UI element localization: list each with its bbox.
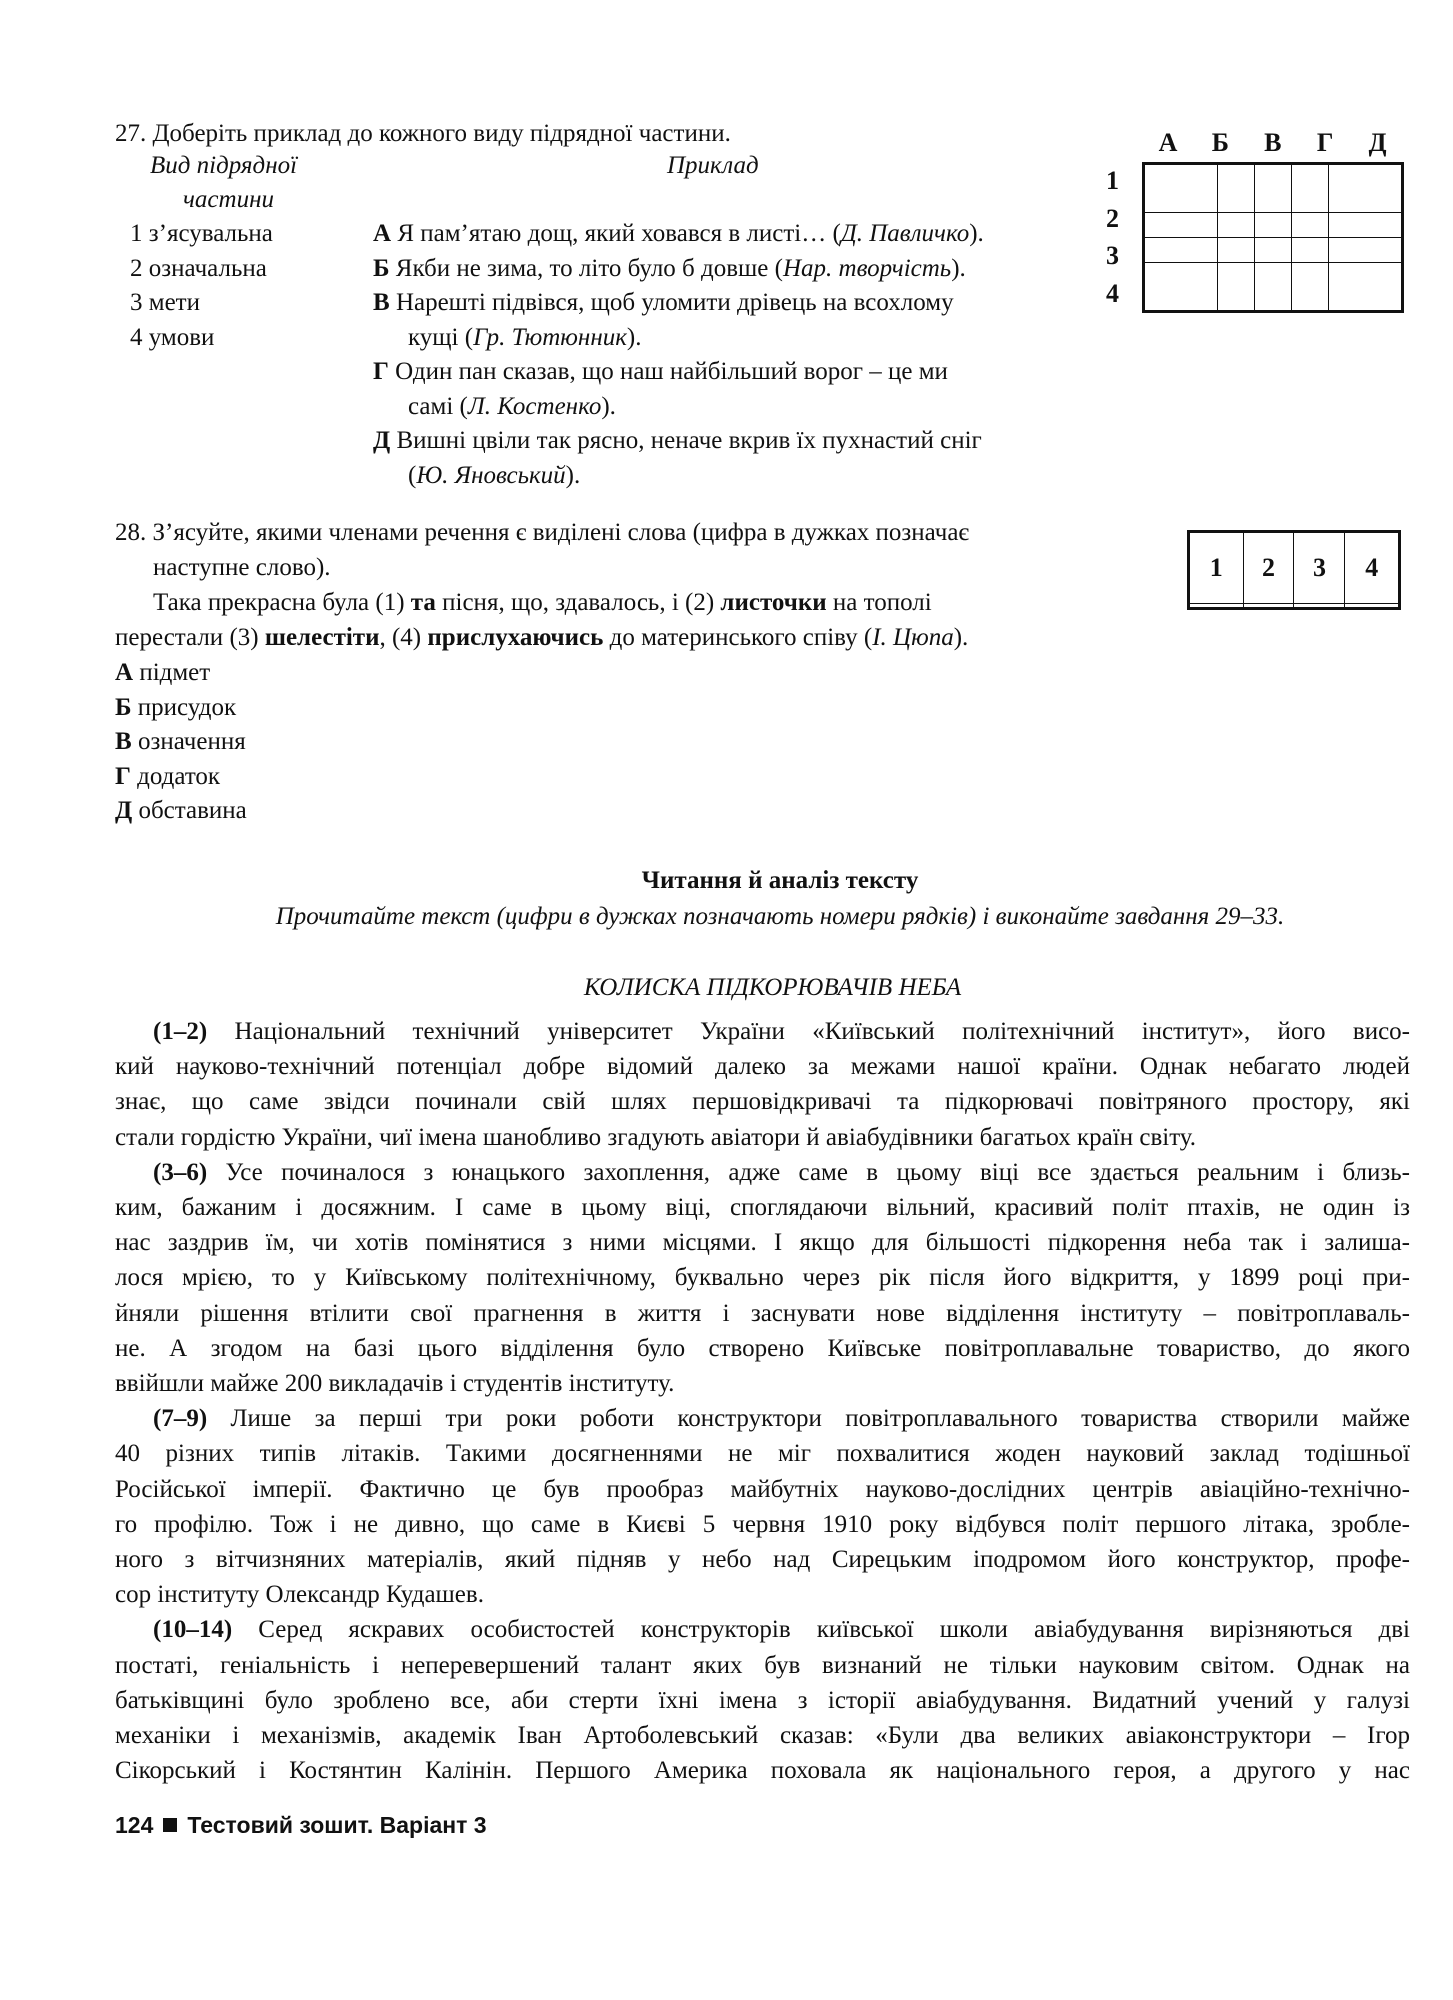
line-text: знає, що саме звідси починали свій шлях першовідкривачі та підкорювачі повітряного простору, які	[115, 1088, 1410, 1116]
text-line	[115, 1753, 1410, 1788]
example-letter: Д	[373, 427, 391, 454]
line-text: йняли рішення втілити свої прагнення в життя і заснувати нове відділення інституту – повітроплаваль-	[115, 1299, 1410, 1327]
line-text: нас заздрив їм, чи хотів помінятися з ними місцями. І якщо для більшості підкорення неба так і залиша-	[115, 1229, 1410, 1257]
answer-cell[interactable]	[1255, 164, 1292, 213]
example-item-cont	[408, 393, 616, 421]
example-letter: А	[373, 220, 392, 247]
text-line	[115, 1648, 1410, 1683]
highlight-word-4: прислухаючись	[427, 624, 604, 651]
q28-title-cont: наступне слово).	[153, 554, 331, 581]
text-line	[115, 1296, 1410, 1331]
page-number: 124	[115, 1812, 154, 1838]
option-letter: Б	[115, 693, 132, 721]
footer-title: Тестовий зошит. Варіант 3	[187, 1812, 487, 1838]
text-line	[115, 1507, 1410, 1542]
example-item	[373, 220, 984, 248]
example-text: Якби не зима, то літо було б довше (	[395, 254, 783, 282]
answer-cell[interactable]	[1292, 164, 1329, 213]
subordinate-type: 2 означальна	[130, 254, 267, 282]
option-letter: А	[115, 659, 134, 686]
text-line	[115, 1190, 1410, 1225]
option-text: обставина	[138, 797, 247, 824]
text-line	[115, 1683, 1410, 1718]
example-letter: В	[373, 289, 390, 316]
answer-cell[interactable]	[1218, 213, 1255, 238]
option-text: підмет	[139, 659, 211, 686]
answer-option	[115, 763, 220, 791]
answer-option	[115, 659, 210, 687]
answer-cell[interactable]	[1329, 213, 1403, 238]
example-text: ).	[626, 323, 642, 351]
grid-column-header: 1	[1189, 532, 1244, 604]
square-bullet-icon	[163, 1818, 177, 1832]
text-line	[115, 1331, 1410, 1366]
answer-cell[interactable]	[1329, 164, 1403, 213]
text: перестали (3)	[115, 624, 265, 651]
answer-cell[interactable]	[1144, 237, 1218, 262]
text: на тополі	[826, 589, 932, 616]
line-text: Лише за перші три роки роботи конструктори повітроплавального товариства створили майже	[230, 1405, 1411, 1433]
subordinate-type: 4 умови	[130, 323, 215, 351]
grid-column-header: 3	[1294, 532, 1345, 604]
highlight-word-1: та	[410, 589, 436, 616]
answer-cell[interactable]	[1218, 237, 1255, 262]
text-line	[115, 1084, 1410, 1119]
line-text: Національний технічний університет України «Київський політехнічний інститут», його висо-	[234, 1018, 1411, 1045]
text: ).	[953, 624, 969, 651]
grid-column-header: 4	[1345, 532, 1400, 604]
q28-sentence-line-2	[115, 624, 968, 652]
example-item	[373, 255, 966, 283]
line-number-label: (10–14)	[153, 1616, 233, 1644]
text-line	[153, 1612, 1410, 1647]
answer-option	[115, 694, 236, 722]
example-author: Нар. творчість	[782, 254, 952, 282]
example-text: Вишні цвіли так рясно, неначе вкрив їх пухнастий сніг	[396, 427, 982, 454]
line-text: Російської імперії. Фактично це був прообраз майбутніх науково-дослідних центрів авіаційно-технічно-	[115, 1475, 1410, 1503]
answer-cell[interactable]	[1345, 604, 1400, 609]
example-item-cont	[408, 462, 580, 490]
section-heading: Читання й аналіз тексту	[641, 867, 919, 894]
q28-title: 28. З’ясуйте, якими членами речення є виділені слова (цифра в дужках позначає	[115, 519, 970, 546]
grid-row-header: 1	[1106, 166, 1119, 195]
option-letter: Д	[115, 797, 133, 824]
highlight-word-2: листочки	[720, 589, 827, 616]
q27-title: 27. Доберіть приклад до кожного виду підрядної частини.	[115, 120, 731, 147]
example-letter: Г	[373, 358, 389, 385]
example-text: Я пам’ятаю дощ, який ховався в листі… (	[397, 220, 841, 247]
example-text: самі (	[408, 392, 468, 420]
line-text: батьківщині було зроблено все, аби стерти їхні імена з історії авіабудування. Видатний учений у галузі	[115, 1686, 1410, 1714]
example-author: Л. Костенко	[467, 392, 602, 420]
q27-col-example: Приклад	[667, 152, 759, 179]
page-footer	[115, 1812, 487, 1839]
text-line	[153, 1401, 1410, 1436]
text-line	[115, 1120, 1410, 1155]
line-text: Серед яскравих особистостей конструкторів київської школи авіабудування вирізняються дві	[258, 1616, 1411, 1644]
text-line	[115, 1225, 1410, 1260]
answer-option	[115, 728, 246, 756]
text-line	[115, 1472, 1410, 1507]
answer-cell[interactable]	[1255, 262, 1292, 311]
text: до материнського співу (	[603, 624, 873, 651]
line-number-label: (1–2)	[153, 1018, 208, 1045]
q27-col-type: Вид підрядної	[150, 152, 298, 179]
text-line	[115, 1260, 1410, 1295]
example-text: ).	[565, 461, 581, 489]
line-text: Сікорський і Костянтин Калінін. Першого Америка поховала як національного героя, а другого у нас	[115, 1757, 1410, 1785]
line-text: ким, бажаним і досяжним. І саме в цьому віці, споглядаючи вільний, красивий політ птахів, не один із	[115, 1194, 1410, 1221]
example-author: Гр. Тютюнник	[473, 323, 627, 351]
answer-option	[115, 797, 247, 825]
answer-cell[interactable]	[1255, 237, 1292, 262]
text-title: КОЛИСКА ПІДКОРЮВАЧІВ НЕБА	[583, 974, 962, 1001]
option-letter: Г	[115, 762, 131, 790]
line-text: постаті, геніальність і неперевершений талант яких був визнаний не тільки науковим світом. Однак на	[115, 1651, 1410, 1679]
text: , (4)	[379, 624, 428, 651]
answer-cell[interactable]	[1243, 604, 1294, 609]
answer-cell[interactable]	[1292, 213, 1329, 238]
subordinate-type: 3 мети	[130, 289, 200, 316]
example-author: Ю. Яновський	[416, 461, 566, 489]
grid-row-header: 4	[1106, 278, 1119, 308]
option-letter: В	[115, 728, 132, 755]
example-text: ).	[951, 254, 966, 282]
line-text: го профілю. Тож і не дивно, що саме в Києві 5 червня 1910 року відбувся політ першого літака, зробле-	[115, 1510, 1410, 1538]
example-item	[373, 427, 982, 455]
text-line	[115, 1577, 1410, 1612]
answer-grid-q28	[1187, 530, 1401, 610]
grid-row-header: 3	[1106, 241, 1119, 270]
line-text: не. А згодом на базі цього відділення було створено Київське повітроплавальне товариство, до якого	[115, 1334, 1410, 1362]
answer-cell[interactable]	[1144, 262, 1218, 311]
answer-cell[interactable]	[1292, 262, 1329, 311]
example-text: (	[408, 461, 417, 489]
grid-column-header: 2	[1243, 532, 1294, 604]
example-item	[373, 358, 948, 386]
text-line	[115, 1436, 1410, 1471]
answer-cell[interactable]	[1144, 213, 1218, 238]
line-text: ввійшли майже 200 викладачів і студентів інституту.	[115, 1370, 675, 1397]
text-line	[115, 1542, 1410, 1577]
text-line	[115, 1718, 1410, 1753]
answer-cell[interactable]	[1218, 262, 1255, 311]
line-text: сор інституту Олександр Кудашев.	[115, 1581, 484, 1609]
text-line	[115, 1049, 1410, 1084]
answer-cell[interactable]	[1292, 237, 1329, 262]
line-text: кий науково-технічний потенціал добре відомий далеко за межами нашої країни. Однак небагато людей	[115, 1053, 1410, 1081]
grid-column-header: Д	[1368, 128, 1387, 157]
text: пісня, що, здавалось, і (2)	[435, 589, 721, 616]
q27-col-type-cont: частини	[183, 186, 274, 213]
example-letter: Б	[373, 254, 390, 282]
option-text: означення	[137, 728, 246, 755]
option-text: додаток	[137, 762, 221, 790]
line-text: Усе починалося з юнацького захоплення, адже саме в цьому віці все здається реальним і близь-	[225, 1158, 1410, 1186]
example-text: кущі (	[408, 323, 474, 351]
answer-cell[interactable]	[1255, 213, 1292, 238]
text-line	[153, 1155, 1410, 1190]
line-number-label: (7–9)	[153, 1405, 208, 1433]
highlight-word-3: шелестіти	[264, 624, 380, 651]
section-instruction: Прочитайте текст (цифри в дужках позначають номери рядків) і виконайте завдання 29–33.	[275, 903, 1285, 930]
option-text: присудок	[137, 693, 237, 721]
answer-cell[interactable]	[1189, 604, 1244, 609]
q28-sentence-line-1	[153, 589, 932, 617]
line-text: стали гордістю України, чиї імена шанобливо згадують авіатори й авіабудівники багатьох країн світу.	[115, 1123, 1197, 1151]
text: Така прекрасна була (1)	[153, 589, 411, 616]
grid-column-header: Б	[1211, 128, 1229, 157]
example-text: ).	[969, 220, 984, 247]
example-item	[373, 289, 954, 317]
grid-column-header: В	[1264, 128, 1282, 157]
line-text: ного з вітчизняних матеріалів, який підняв у небо над Сирецьким іподромом його конструктор, профе-	[115, 1546, 1410, 1573]
line-text: механіки і механізмів, академік Іван Артоболевський сказав: «Були два великих авіаконструктори – Ігор	[115, 1722, 1410, 1749]
line-number-label: (3–6)	[153, 1158, 208, 1186]
text-line	[153, 1014, 1410, 1049]
answer-cell[interactable]	[1144, 164, 1218, 213]
author: І. Цюпа	[872, 624, 954, 651]
line-text: 40 різних типів літаків. Такими досягненнями не міг похвалитися жоден науковий заклад тодішньої	[115, 1440, 1410, 1468]
answer-grid-q27	[1142, 162, 1404, 313]
subordinate-type: 1 з’ясувальна	[130, 220, 273, 247]
answer-cell[interactable]	[1218, 164, 1255, 213]
example-text: ).	[601, 392, 616, 420]
line-text: лося мрією, то у Київському політехнічному, буквально через рік після його відкриття, у 1899 році при-	[115, 1264, 1410, 1292]
grid-row-header: 2	[1106, 203, 1119, 233]
answer-cell[interactable]	[1329, 262, 1403, 311]
example-text: Нарешті підвівся, щоб уломити дрівець на всохлому	[395, 289, 954, 316]
answer-cell[interactable]	[1294, 604, 1345, 609]
grid-column-header: Г	[1316, 128, 1334, 157]
example-item-cont	[408, 324, 642, 352]
answer-cell[interactable]	[1329, 237, 1403, 262]
text-line	[115, 1366, 1410, 1401]
example-author: Д. Павличко	[840, 220, 970, 247]
example-text: Один пан сказав, що наш найбільший ворог – це ми	[395, 358, 948, 385]
grid-column-header: А	[1158, 128, 1178, 157]
